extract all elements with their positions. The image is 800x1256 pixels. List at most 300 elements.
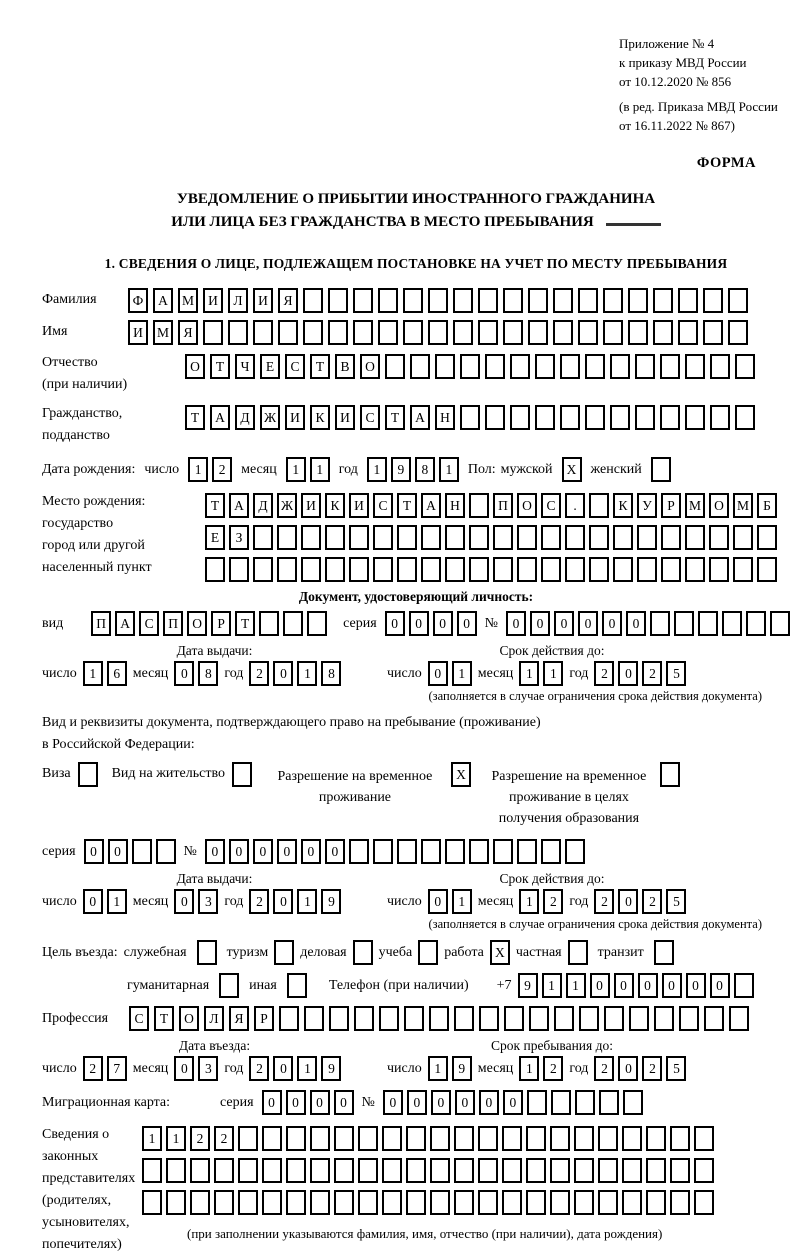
migration-number-cell[interactable]: 0 (383, 1090, 403, 1115)
doc-type-cell[interactable]: С (139, 611, 159, 636)
firstname-cell[interactable] (278, 320, 298, 345)
birthplace-cell[interactable] (541, 557, 561, 582)
birthplace-cell[interactable] (325, 525, 345, 550)
birthplace-cell[interactable] (253, 525, 273, 550)
representative-cell[interactable] (286, 1190, 306, 1215)
representative-cell[interactable] (694, 1158, 714, 1183)
date-cell[interactable]: 0 (174, 889, 194, 914)
date-cell[interactable]: 1 (543, 661, 563, 686)
representative-cell[interactable] (622, 1190, 642, 1215)
birthplace-cell[interactable] (277, 525, 297, 550)
citizenship-cell[interactable]: И (335, 405, 355, 430)
profession-cell[interactable]: Р (254, 1006, 274, 1031)
representative-cell[interactable] (622, 1126, 642, 1151)
date-cell[interactable]: 5 (666, 661, 686, 686)
stay-number-cell[interactable]: 0 (301, 839, 321, 864)
representative-cell[interactable] (214, 1158, 234, 1183)
birthplace-cell[interactable] (445, 525, 465, 550)
visa-checkbox[interactable] (78, 762, 98, 787)
profession-cell[interactable] (304, 1006, 324, 1031)
patronymic-cell[interactable] (535, 354, 555, 379)
representative-cell[interactable] (454, 1190, 474, 1215)
birthplace-cell[interactable] (277, 557, 297, 582)
phone-cell[interactable]: 1 (566, 973, 586, 998)
doc-type-cell[interactable]: Т (235, 611, 255, 636)
phone-cell[interactable]: 0 (710, 973, 730, 998)
citizenship-cell[interactable] (485, 405, 505, 430)
stay-number-cell[interactable]: 0 (325, 839, 345, 864)
migration-series-cell[interactable]: 0 (262, 1090, 282, 1115)
citizenship-cell[interactable] (685, 405, 705, 430)
migration-number-cell[interactable]: 0 (503, 1090, 523, 1115)
citizenship-cell[interactable] (660, 405, 680, 430)
surname-cell[interactable]: Л (228, 288, 248, 313)
birthplace-cell[interactable] (493, 525, 513, 550)
profession-cell[interactable] (379, 1006, 399, 1031)
phone-cell[interactable]: 0 (638, 973, 658, 998)
patronymic-cell[interactable] (685, 354, 705, 379)
date-cell[interactable]: 9 (321, 1056, 341, 1081)
date-cell[interactable]: 1 (519, 1056, 539, 1081)
birthplace-cell[interactable]: А (421, 493, 441, 518)
profession-cell[interactable] (629, 1006, 649, 1031)
profession-cell[interactable] (504, 1006, 524, 1031)
firstname-cell[interactable] (478, 320, 498, 345)
birthplace-cell[interactable] (613, 525, 633, 550)
date-cell[interactable]: 1 (519, 661, 539, 686)
representative-cell[interactable] (598, 1158, 618, 1183)
birthplace-cell[interactable] (349, 557, 369, 582)
representative-cell[interactable] (238, 1126, 258, 1151)
patronymic-cell[interactable] (510, 354, 530, 379)
doc-type-cell[interactable]: А (115, 611, 135, 636)
birthplace-cell[interactable] (589, 525, 609, 550)
birth-month-cell[interactable]: 1 (286, 457, 306, 482)
representative-cell[interactable] (382, 1158, 402, 1183)
representative-cell[interactable] (478, 1190, 498, 1215)
patronymic-cell[interactable] (435, 354, 455, 379)
date-cell[interactable]: 0 (174, 661, 194, 686)
birthplace-cell[interactable]: О (709, 493, 729, 518)
doc-number-cell[interactable] (698, 611, 718, 636)
profession-cell[interactable]: С (129, 1006, 149, 1031)
migration-number-cell[interactable]: 0 (455, 1090, 475, 1115)
birthplace-cell[interactable] (301, 557, 321, 582)
citizenship-cell[interactable] (710, 405, 730, 430)
temp-residence-edu-checkbox[interactable] (660, 762, 680, 787)
firstname-cell[interactable] (328, 320, 348, 345)
birthplace-cell[interactable]: К (325, 493, 345, 518)
surname-cell[interactable]: Я (278, 288, 298, 313)
representative-cell[interactable] (262, 1158, 282, 1183)
migration-number-cell[interactable]: 0 (431, 1090, 451, 1115)
citizenship-cell[interactable]: Д (235, 405, 255, 430)
representative-cell[interactable] (598, 1126, 618, 1151)
date-cell[interactable]: 1 (297, 1056, 317, 1081)
profession-cell[interactable] (479, 1006, 499, 1031)
date-cell[interactable]: 2 (594, 661, 614, 686)
stay-series-cell[interactable] (156, 839, 176, 864)
representative-cell[interactable] (358, 1126, 378, 1151)
firstname-cell[interactable] (228, 320, 248, 345)
birth-day-cell[interactable]: 1 (188, 457, 208, 482)
patronymic-cell[interactable] (635, 354, 655, 379)
firstname-cell[interactable]: М (153, 320, 173, 345)
representative-cell[interactable] (478, 1126, 498, 1151)
birthplace-cell[interactable] (253, 557, 273, 582)
migration-number-cell[interactable] (623, 1090, 643, 1115)
date-cell[interactable]: 9 (452, 1056, 472, 1081)
birthplace-cell[interactable]: Б (757, 493, 777, 518)
stay-number-cell[interactable] (445, 839, 465, 864)
surname-cell[interactable] (528, 288, 548, 313)
patronymic-cell[interactable]: Т (210, 354, 230, 379)
birthplace-cell[interactable] (301, 525, 321, 550)
representative-cell[interactable] (430, 1190, 450, 1215)
birth-year-cell[interactable]: 9 (391, 457, 411, 482)
birthplace-cell[interactable]: И (301, 493, 321, 518)
birthplace-cell[interactable]: Р (661, 493, 681, 518)
doc-number-cell[interactable]: 0 (506, 611, 526, 636)
surname-cell[interactable] (628, 288, 648, 313)
migration-series-cell[interactable]: 0 (334, 1090, 354, 1115)
stay-number-cell[interactable] (493, 839, 513, 864)
citizenship-cell[interactable] (510, 405, 530, 430)
doc-type-cell[interactable]: О (187, 611, 207, 636)
representative-cell[interactable]: 1 (142, 1126, 162, 1151)
patronymic-cell[interactable]: О (185, 354, 205, 379)
representative-cell[interactable] (286, 1126, 306, 1151)
representative-cell[interactable] (622, 1158, 642, 1183)
citizenship-cell[interactable]: А (210, 405, 230, 430)
birthplace-cell[interactable] (637, 557, 657, 582)
birthplace-cell[interactable] (685, 525, 705, 550)
patronymic-cell[interactable] (460, 354, 480, 379)
firstname-cell[interactable]: И (128, 320, 148, 345)
profession-cell[interactable]: Т (154, 1006, 174, 1031)
patronymic-cell[interactable] (560, 354, 580, 379)
stay-number-cell[interactable] (421, 839, 441, 864)
firstname-cell[interactable] (378, 320, 398, 345)
profession-cell[interactable] (679, 1006, 699, 1031)
birthplace-cell[interactable] (661, 525, 681, 550)
date-cell[interactable]: 2 (249, 661, 269, 686)
phone-cell[interactable]: 1 (542, 973, 562, 998)
birthplace-cell[interactable] (637, 525, 657, 550)
citizenship-cell[interactable] (585, 405, 605, 430)
date-cell[interactable]: 8 (321, 661, 341, 686)
citizenship-cell[interactable] (560, 405, 580, 430)
patronymic-cell[interactable]: Е (260, 354, 280, 379)
birthplace-cell[interactable] (229, 557, 249, 582)
birthplace-cell[interactable] (757, 525, 777, 550)
birthplace-cell[interactable]: М (733, 493, 753, 518)
representative-cell[interactable]: 1 (166, 1126, 186, 1151)
birthplace-cell[interactable] (421, 525, 441, 550)
profession-cell[interactable] (554, 1006, 574, 1031)
migration-series-cell[interactable]: 0 (286, 1090, 306, 1115)
representative-cell[interactable] (670, 1158, 690, 1183)
representative-cell[interactable] (670, 1126, 690, 1151)
firstname-cell[interactable] (728, 320, 748, 345)
birthplace-cell[interactable]: Ж (277, 493, 297, 518)
representative-cell[interactable] (262, 1126, 282, 1151)
doc-number-cell[interactable]: 0 (578, 611, 598, 636)
date-cell[interactable]: 0 (83, 889, 103, 914)
representative-cell[interactable] (166, 1190, 186, 1215)
surname-cell[interactable] (703, 288, 723, 313)
phone-cell[interactable]: 9 (518, 973, 538, 998)
birthplace-cell[interactable]: С (373, 493, 393, 518)
stay-number-cell[interactable] (349, 839, 369, 864)
phone-cell[interactable]: 0 (662, 973, 682, 998)
purpose-checkbox[interactable] (654, 940, 674, 965)
representative-cell[interactable] (406, 1126, 426, 1151)
patronymic-cell[interactable] (710, 354, 730, 379)
surname-cell[interactable] (478, 288, 498, 313)
firstname-cell[interactable] (403, 320, 423, 345)
profession-cell[interactable] (329, 1006, 349, 1031)
date-cell[interactable]: 0 (618, 889, 638, 914)
date-cell[interactable]: 1 (452, 661, 472, 686)
date-cell[interactable]: 3 (198, 1056, 218, 1081)
profession-cell[interactable] (729, 1006, 749, 1031)
citizenship-cell[interactable] (635, 405, 655, 430)
profession-cell[interactable] (579, 1006, 599, 1031)
citizenship-cell[interactable]: Ж (260, 405, 280, 430)
birthplace-cell[interactable]: У (637, 493, 657, 518)
birthplace-cell[interactable] (733, 525, 753, 550)
phone-cell[interactable]: 0 (614, 973, 634, 998)
firstname-cell[interactable]: Я (178, 320, 198, 345)
phone-cell[interactable] (734, 973, 754, 998)
firstname-cell[interactable] (303, 320, 323, 345)
date-cell[interactable]: 0 (428, 661, 448, 686)
profession-cell[interactable]: О (179, 1006, 199, 1031)
stay-series-cell[interactable] (132, 839, 152, 864)
doc-number-cell[interactable] (770, 611, 790, 636)
birthplace-cell[interactable]: Д (253, 493, 273, 518)
citizenship-cell[interactable]: Н (435, 405, 455, 430)
purpose-checkbox[interactable] (219, 973, 239, 998)
representative-cell[interactable] (238, 1158, 258, 1183)
date-cell[interactable]: 1 (297, 661, 317, 686)
surname-cell[interactable] (353, 288, 373, 313)
representative-cell[interactable] (142, 1190, 162, 1215)
purpose-checkbox[interactable]: X (490, 940, 510, 965)
residence-checkbox[interactable] (232, 762, 252, 787)
stay-number-cell[interactable] (517, 839, 537, 864)
citizenship-cell[interactable] (460, 405, 480, 430)
representative-cell[interactable]: 2 (214, 1126, 234, 1151)
profession-cell[interactable] (354, 1006, 374, 1031)
date-cell[interactable]: 5 (666, 889, 686, 914)
firstname-cell[interactable] (453, 320, 473, 345)
doc-series-cell[interactable]: 0 (409, 611, 429, 636)
surname-cell[interactable] (378, 288, 398, 313)
date-cell[interactable]: 0 (273, 661, 293, 686)
date-cell[interactable]: 0 (428, 889, 448, 914)
purpose-checkbox[interactable] (568, 940, 588, 965)
migration-number-cell[interactable] (599, 1090, 619, 1115)
birthplace-cell[interactable] (469, 493, 489, 518)
date-cell[interactable]: 2 (642, 889, 662, 914)
birthplace-cell[interactable] (541, 525, 561, 550)
birthplace-cell[interactable] (589, 557, 609, 582)
surname-cell[interactable] (728, 288, 748, 313)
birthplace-cell[interactable] (685, 557, 705, 582)
surname-cell[interactable] (503, 288, 523, 313)
stay-series-cell[interactable]: 0 (108, 839, 128, 864)
migration-number-cell[interactable] (551, 1090, 571, 1115)
patronymic-cell[interactable] (410, 354, 430, 379)
purpose-checkbox[interactable] (418, 940, 438, 965)
patronymic-cell[interactable]: Ч (235, 354, 255, 379)
doc-series-cell[interactable]: 0 (457, 611, 477, 636)
date-cell[interactable]: 2 (594, 889, 614, 914)
citizenship-cell[interactable]: Т (185, 405, 205, 430)
surname-cell[interactable] (403, 288, 423, 313)
representative-cell[interactable] (310, 1190, 330, 1215)
representative-cell[interactable] (526, 1190, 546, 1215)
birth-year-cell[interactable]: 1 (439, 457, 459, 482)
birthplace-cell[interactable]: Е (205, 525, 225, 550)
surname-cell[interactable] (328, 288, 348, 313)
stay-number-cell[interactable]: 0 (229, 839, 249, 864)
representative-cell[interactable] (502, 1126, 522, 1151)
date-cell[interactable]: 2 (642, 661, 662, 686)
stay-number-cell[interactable] (373, 839, 393, 864)
birthplace-cell[interactable]: О (517, 493, 537, 518)
citizenship-cell[interactable] (535, 405, 555, 430)
representative-cell[interactable] (670, 1190, 690, 1215)
birthplace-cell[interactable] (469, 557, 489, 582)
firstname-cell[interactable] (628, 320, 648, 345)
citizenship-cell[interactable]: И (285, 405, 305, 430)
representative-cell[interactable] (646, 1158, 666, 1183)
patronymic-cell[interactable] (610, 354, 630, 379)
migration-number-cell[interactable]: 0 (479, 1090, 499, 1115)
date-cell[interactable]: 7 (107, 1056, 127, 1081)
patronymic-cell[interactable] (660, 354, 680, 379)
birth-month-cell[interactable]: 1 (310, 457, 330, 482)
patronymic-cell[interactable] (735, 354, 755, 379)
firstname-cell[interactable] (578, 320, 598, 345)
profession-cell[interactable]: Л (204, 1006, 224, 1031)
firstname-cell[interactable] (528, 320, 548, 345)
representative-cell[interactable] (190, 1190, 210, 1215)
firstname-cell[interactable] (428, 320, 448, 345)
birthplace-cell[interactable]: Н (445, 493, 465, 518)
birthplace-cell[interactable] (349, 525, 369, 550)
surname-cell[interactable]: Ф (128, 288, 148, 313)
doc-type-cell[interactable] (307, 611, 327, 636)
date-cell[interactable]: 8 (198, 661, 218, 686)
female-checkbox[interactable] (651, 457, 671, 482)
surname-cell[interactable]: А (153, 288, 173, 313)
representative-cell[interactable] (358, 1158, 378, 1183)
representative-cell[interactable] (550, 1158, 570, 1183)
representative-cell[interactable] (598, 1190, 618, 1215)
date-cell[interactable]: 0 (273, 889, 293, 914)
migration-number-cell[interactable]: 0 (407, 1090, 427, 1115)
date-cell[interactable]: 2 (83, 1056, 103, 1081)
representative-cell[interactable] (190, 1158, 210, 1183)
representative-cell[interactable] (286, 1158, 306, 1183)
date-cell[interactable]: 2 (543, 1056, 563, 1081)
profession-cell[interactable] (654, 1006, 674, 1031)
representative-cell[interactable] (142, 1158, 162, 1183)
temp-residence-checkbox[interactable]: X (451, 762, 471, 787)
birthplace-cell[interactable] (397, 525, 417, 550)
surname-cell[interactable] (578, 288, 598, 313)
birthplace-cell[interactable] (709, 525, 729, 550)
doc-type-cell[interactable]: П (163, 611, 183, 636)
representative-cell[interactable]: 2 (190, 1126, 210, 1151)
birthplace-cell[interactable] (397, 557, 417, 582)
profession-cell[interactable] (604, 1006, 624, 1031)
date-cell[interactable]: 0 (174, 1056, 194, 1081)
citizenship-cell[interactable] (610, 405, 630, 430)
birth-year-cell[interactable]: 8 (415, 457, 435, 482)
representative-cell[interactable] (574, 1190, 594, 1215)
stay-series-cell[interactable]: 0 (84, 839, 104, 864)
profession-cell[interactable] (429, 1006, 449, 1031)
surname-cell[interactable] (553, 288, 573, 313)
birthplace-cell[interactable] (589, 493, 609, 518)
representative-cell[interactable] (238, 1190, 258, 1215)
doc-type-cell[interactable]: П (91, 611, 111, 636)
date-cell[interactable]: 1 (452, 889, 472, 914)
representative-cell[interactable] (694, 1190, 714, 1215)
birthplace-cell[interactable] (421, 557, 441, 582)
date-cell[interactable]: 1 (107, 889, 127, 914)
firstname-cell[interactable] (703, 320, 723, 345)
firstname-cell[interactable] (553, 320, 573, 345)
representative-cell[interactable] (262, 1190, 282, 1215)
purpose-checkbox[interactable] (287, 973, 307, 998)
doc-number-cell[interactable]: 0 (530, 611, 550, 636)
surname-cell[interactable] (303, 288, 323, 313)
birthplace-cell[interactable] (445, 557, 465, 582)
firstname-cell[interactable] (603, 320, 623, 345)
representative-cell[interactable] (382, 1190, 402, 1215)
date-cell[interactable]: 0 (618, 1056, 638, 1081)
patronymic-cell[interactable]: В (335, 354, 355, 379)
patronymic-cell[interactable]: Т (310, 354, 330, 379)
phone-cell[interactable]: 0 (686, 973, 706, 998)
doc-series-cell[interactable]: 0 (385, 611, 405, 636)
birthplace-cell[interactable] (493, 557, 513, 582)
doc-number-cell[interactable] (722, 611, 742, 636)
representative-cell[interactable] (214, 1190, 234, 1215)
representative-cell[interactable] (574, 1126, 594, 1151)
representative-cell[interactable] (406, 1158, 426, 1183)
representative-cell[interactable] (550, 1126, 570, 1151)
surname-cell[interactable] (428, 288, 448, 313)
date-cell[interactable]: 3 (198, 889, 218, 914)
purpose-checkbox[interactable] (353, 940, 373, 965)
surname-cell[interactable] (603, 288, 623, 313)
representative-cell[interactable] (478, 1158, 498, 1183)
birthplace-cell[interactable] (565, 557, 585, 582)
firstname-cell[interactable] (653, 320, 673, 345)
profession-cell[interactable] (279, 1006, 299, 1031)
surname-cell[interactable] (453, 288, 473, 313)
firstname-cell[interactable] (678, 320, 698, 345)
surname-cell[interactable] (678, 288, 698, 313)
representative-cell[interactable] (502, 1190, 522, 1215)
